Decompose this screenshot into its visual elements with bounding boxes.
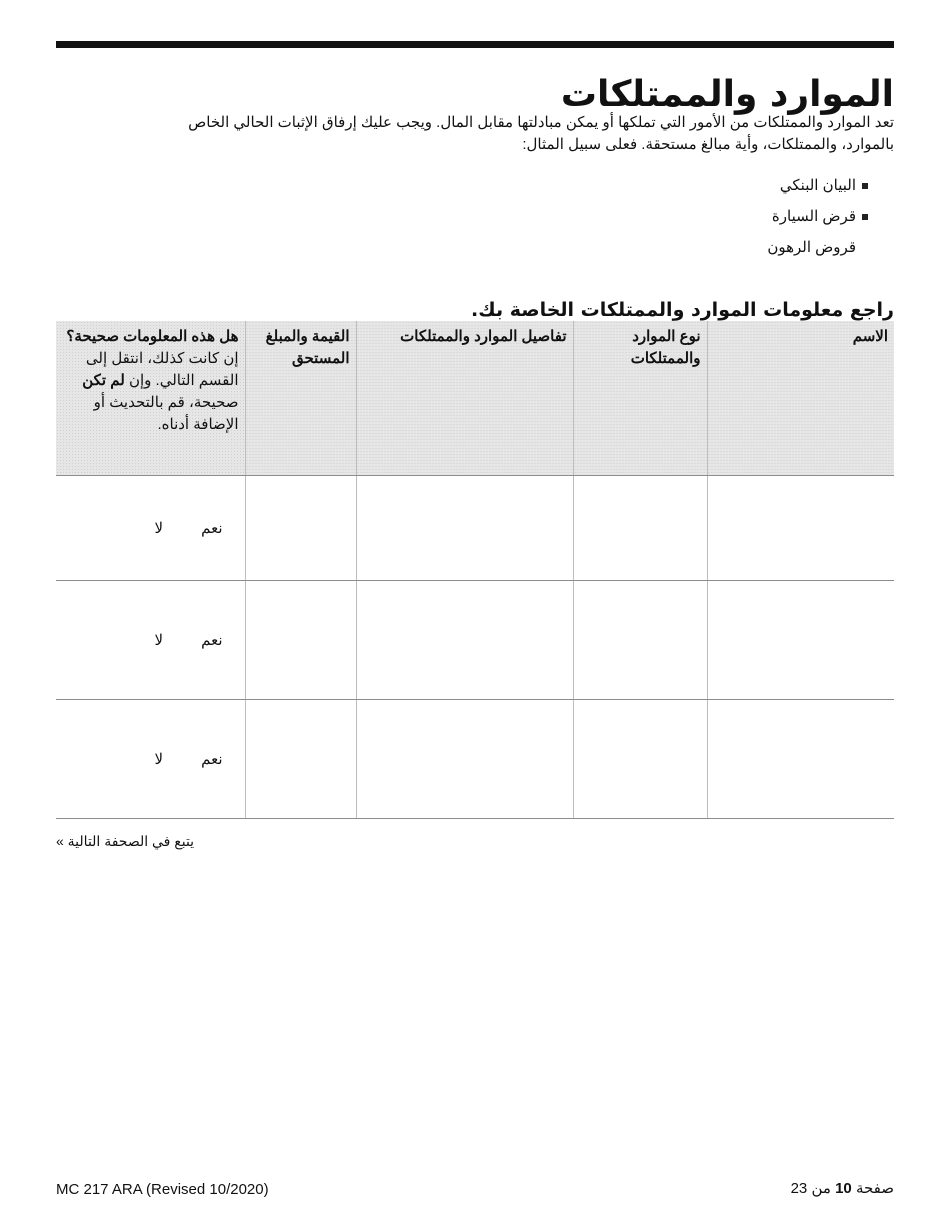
- section-heading: راجع معلومات الموارد والممتلكات الخاصة بك.: [471, 298, 894, 321]
- cell-name[interactable]: [707, 580, 894, 699]
- examples-list: [767, 174, 868, 267]
- header-correct: [56, 321, 245, 475]
- cell-correct: [56, 699, 245, 818]
- list-item: [767, 236, 868, 267]
- page-total: 23: [790, 1180, 808, 1197]
- table-row: [56, 475, 894, 580]
- yes-option[interactable]: نعم: [201, 519, 223, 537]
- yes-option[interactable]: نعم: [201, 631, 223, 649]
- top-rule: [56, 41, 894, 48]
- header-name: الاسم: [707, 321, 894, 475]
- cell-value[interactable]: [245, 699, 356, 818]
- cell-name[interactable]: [707, 699, 894, 818]
- of-word: من: [811, 1180, 831, 1197]
- page-word: صفحة: [855, 1180, 894, 1197]
- cell-correct: [56, 475, 245, 580]
- cell-correct: [56, 580, 245, 699]
- page-title: الموارد والممتلكات: [560, 74, 894, 116]
- page-number: [791, 1179, 894, 1197]
- page-current: 10: [835, 1180, 852, 1197]
- example-label: البيان البنكي: [779, 177, 856, 194]
- cell-value[interactable]: [245, 580, 356, 699]
- intro-line-2: بالموارد، والممتلكات، وأية مبالغ مستحقة. فعلى سبيل المثال:: [522, 136, 894, 153]
- header-details: تفاصيل الموارد والممتلكات: [356, 321, 573, 475]
- resources-table: [56, 321, 894, 819]
- header-value: القيمة والمبلغ المستحق: [245, 321, 356, 475]
- intro-paragraph: [74, 112, 894, 156]
- cell-type[interactable]: [573, 699, 707, 818]
- header-correct-question: هل هذه المعلومات صحيحة؟: [66, 328, 239, 345]
- example-label: قروض الرهون: [767, 239, 856, 256]
- table-row: [56, 580, 894, 699]
- no-option[interactable]: لا: [154, 519, 164, 537]
- no-option[interactable]: لا: [154, 750, 164, 768]
- cell-details[interactable]: [356, 475, 573, 580]
- yes-option[interactable]: نعم: [201, 750, 223, 768]
- cell-type[interactable]: [573, 580, 707, 699]
- table-header-row: [56, 321, 894, 475]
- cell-details[interactable]: [356, 580, 573, 699]
- header-type: نوع الموارد والممتلكات: [573, 321, 707, 475]
- header-correct-emphasis: لم تكن: [82, 372, 125, 389]
- cell-type[interactable]: [573, 475, 707, 580]
- header-correct-text-1: إن كانت كذلك، انتقل إلى القسم التالي. وإن: [85, 350, 239, 389]
- list-item: [767, 205, 868, 236]
- example-label: قرض السيارة: [771, 208, 856, 225]
- table-row: [56, 699, 894, 818]
- header-correct-text-2: صحيحة، قم بالتحديث أو الإضافة أدناه.: [93, 394, 239, 433]
- cell-details[interactable]: [356, 699, 573, 818]
- bullet-square-icon: [862, 214, 868, 220]
- intro-line-1: تعد الموارد والممتلكات من الأمور التي تملكها أو يمكن مبادلتها مقابل المال. ويجب عليك إرفاق الإثبات الحالي الخاص: [188, 114, 894, 131]
- form-id: MC 217 ARA (Revised 10/2020): [56, 1181, 269, 1198]
- cell-value[interactable]: [245, 475, 356, 580]
- continued-note: يتبع في الصحفة التالية »: [56, 833, 195, 849]
- cell-name[interactable]: [707, 475, 894, 580]
- bullet-square-icon: [862, 183, 868, 189]
- list-item: [767, 174, 868, 205]
- no-option[interactable]: لا: [154, 631, 164, 649]
